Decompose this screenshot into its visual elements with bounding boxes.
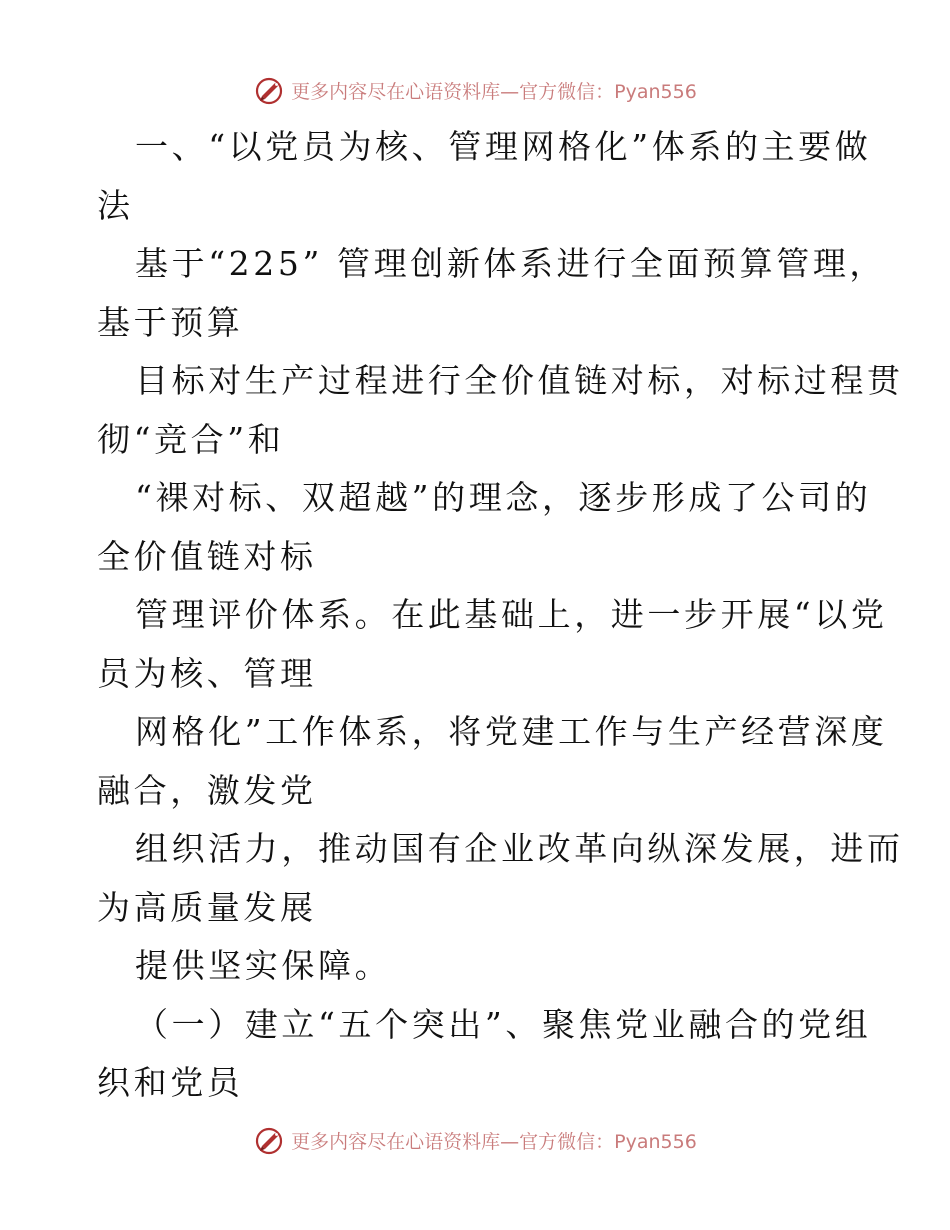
text-line: 基于“225” 管理创新体系进行全面预算管理， (135, 244, 887, 283)
pen-logo-icon (253, 1124, 285, 1156)
footer-banner (253, 1124, 697, 1156)
text-line: 全价值链对标 (97, 536, 317, 576)
page-header (0, 70, 950, 110)
text-line: 彻“竞合”和 (97, 419, 285, 459)
header-banner-dash: — (500, 80, 520, 103)
text-line: 网格化”工作体系，将党建工作与生产经营深度 (135, 712, 888, 751)
text-line: 融合，激发党 (97, 770, 317, 810)
text-line: 织和党员 (97, 1063, 244, 1102)
footer-banner-dash: — (500, 1130, 520, 1153)
document-body (97, 118, 904, 1113)
header-banner-main: 更多内容尽在心语资料库 (291, 80, 501, 103)
header-banner-wechat: 官方微信：Pyan556 (519, 80, 697, 103)
header-banner-text (291, 77, 697, 104)
text-line: 组织活力，推动国有企业改革向纵深发展，进而 (135, 829, 904, 868)
text-line: 基于预算 (97, 302, 244, 342)
pen-logo-icon (253, 74, 285, 106)
text-line: 一、“以党员为核、管理网格化”体系的主要做 (135, 127, 872, 166)
text-line: 提供坚实保障。 (135, 946, 392, 985)
footer-banner-wechat: 官方微信：Pyan556 (519, 1130, 697, 1153)
text-line: 员为核、管理 (97, 653, 317, 693)
text-line: 法 (97, 185, 134, 225)
footer-banner-main: 更多内容尽在心语资料库 (291, 1130, 501, 1153)
text-line: “裸对标、双超越”的理念，逐步形成了公司的 (135, 478, 872, 517)
text-line: 管理评价体系。在此基础上，进一步开展“以党 (135, 595, 888, 634)
text-line: 为高质量发展 (97, 887, 317, 927)
page-footer (0, 1120, 950, 1160)
footer-banner-text (291, 1127, 697, 1154)
text-line: 目标对生产过程进行全价值链对标，对标过程贯 (135, 361, 904, 400)
text-line: （一）建立“五个突出”、聚焦党业融合的党组 (135, 1004, 872, 1044)
header-banner (253, 74, 697, 106)
